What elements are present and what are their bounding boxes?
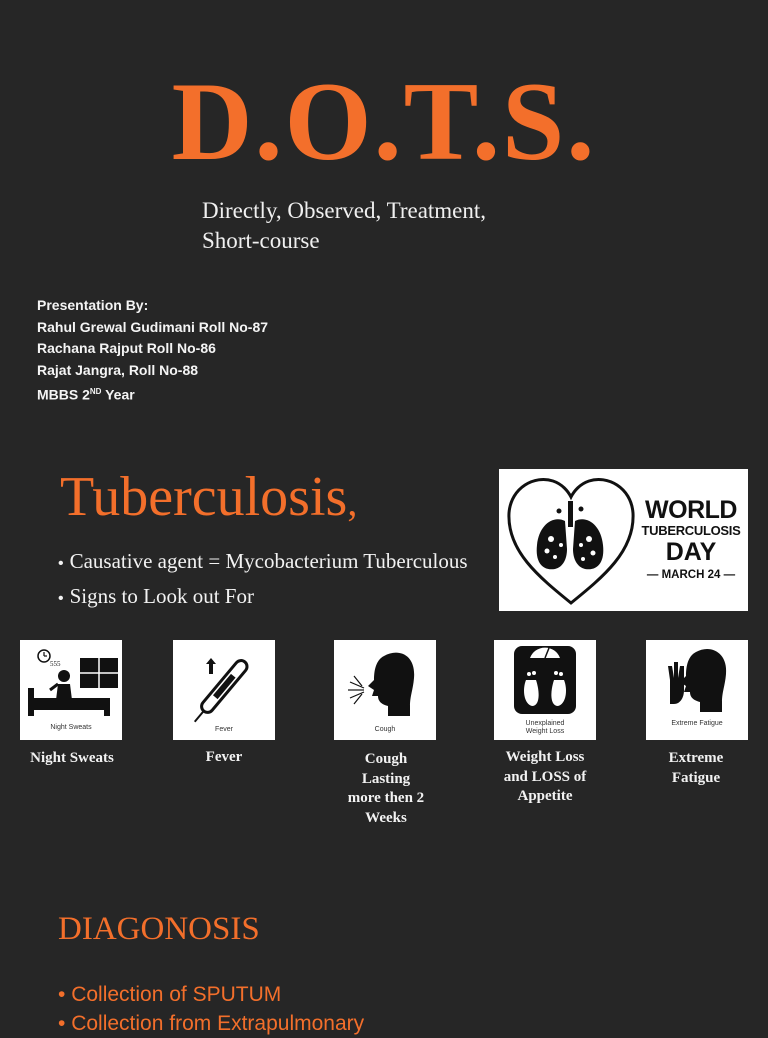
world-tb-day-image (499, 469, 748, 611)
subtitle-line-1: Directly, Observed, Treatment, (202, 198, 487, 223)
presenter-year (37, 381, 268, 406)
world-tb-day-text (639, 497, 743, 585)
slide-title: D.O.T.S. (171, 60, 597, 184)
bullet-text: Signs to Look out For (69, 584, 254, 608)
sign-label-line: Lasting (361, 770, 411, 787)
wtb-line-tuberculosis: TUBERCULOSIS (641, 523, 741, 538)
fever-image-caption: Fever (215, 726, 233, 733)
extreme-fatigue-image-caption: Extreme Fatigue (671, 720, 723, 727)
sign-label-weight-loss (490, 748, 600, 807)
presenters-heading: Presentation By: (37, 297, 149, 313)
cough-image (334, 640, 436, 740)
bullet-dot-icon: • (58, 1012, 72, 1035)
presenter-name: Rajat Jangra, Roll No-88 (37, 361, 199, 378)
fatigue-icon (646, 640, 748, 720)
presenter-name: Rahul Grewal Gudimani Roll No-87 (37, 318, 269, 335)
wtb-line-world: WORLD (645, 496, 737, 524)
svg-text:555: 555 (50, 660, 61, 668)
sign-label-line: Night Sweats (30, 750, 114, 766)
bullet-dot-icon: • (58, 983, 72, 1006)
year-superscript: ND (89, 387, 102, 396)
sign-label-fatigue (644, 749, 748, 788)
diagnosis-item-text: Collection from Extrapulmonary (71, 1012, 365, 1035)
fever-image (173, 640, 275, 740)
diagnosis-item (58, 980, 364, 1009)
sign-label-night-sweats (20, 749, 124, 769)
cough-icon (334, 640, 436, 726)
bullet-item (58, 545, 468, 580)
wtb-line-day: DAY (665, 538, 717, 566)
sign-label-cough (334, 750, 438, 828)
cough-image-caption: Cough (374, 726, 396, 733)
presenter-name: Rachana Rajput Roll No-86 (37, 340, 216, 356)
subtitle-line-2: Short-course (202, 228, 320, 253)
wtb-line-date: — MARCH 24 — (646, 569, 736, 581)
diagnosis-list (58, 980, 364, 1038)
presenters-block (37, 295, 268, 406)
weight-loss-image (494, 640, 596, 740)
sign-label-line: Fever (205, 749, 243, 765)
diagnosis-heading: DIAGONOSIS (58, 911, 260, 947)
sign-label-line: Extreme (668, 750, 724, 766)
bullet-item (58, 580, 468, 615)
sign-label-line: and LOSS of (503, 768, 587, 785)
tuberculosis-heading (60, 464, 357, 535)
tuberculosis-heading-comma: , (347, 479, 358, 524)
tuberculosis-bullets (58, 545, 468, 615)
diagnosis-item-text: Collection of SPUTUM (71, 983, 282, 1006)
weight-scale-icon (494, 640, 596, 720)
sign-label-line: Weight Loss (505, 749, 585, 765)
tuberculosis-heading-text: Tuberculosis (60, 466, 348, 528)
weight-loss-image-caption: Unexplained Weight Loss (525, 720, 565, 735)
thermometer-icon (173, 640, 275, 726)
night-sweats-image (20, 640, 122, 740)
bullet-text: Causative agent = Mycobacterium Tuberculous (69, 549, 468, 573)
sign-label-fever (173, 748, 275, 768)
sign-label-line: more then 2 (347, 790, 425, 806)
slide-subtitle (202, 196, 486, 256)
sign-label-line: Fatigue (671, 769, 721, 786)
year-suffix: Year (101, 386, 135, 403)
night-sweats-image-caption: Night Sweats (50, 724, 92, 731)
night-sweats-icon (20, 640, 122, 726)
year-prefix: MBBS 2 (37, 386, 90, 403)
sign-label-line: Appetite (517, 788, 573, 804)
sign-label-line: Cough (364, 751, 408, 767)
bullet-dot-icon: • (58, 590, 64, 607)
heart-lungs-icon (499, 469, 639, 611)
extreme-fatigue-image (646, 640, 748, 740)
sign-label-line: Weeks (365, 809, 407, 826)
bullet-dot-icon: • (58, 555, 64, 572)
